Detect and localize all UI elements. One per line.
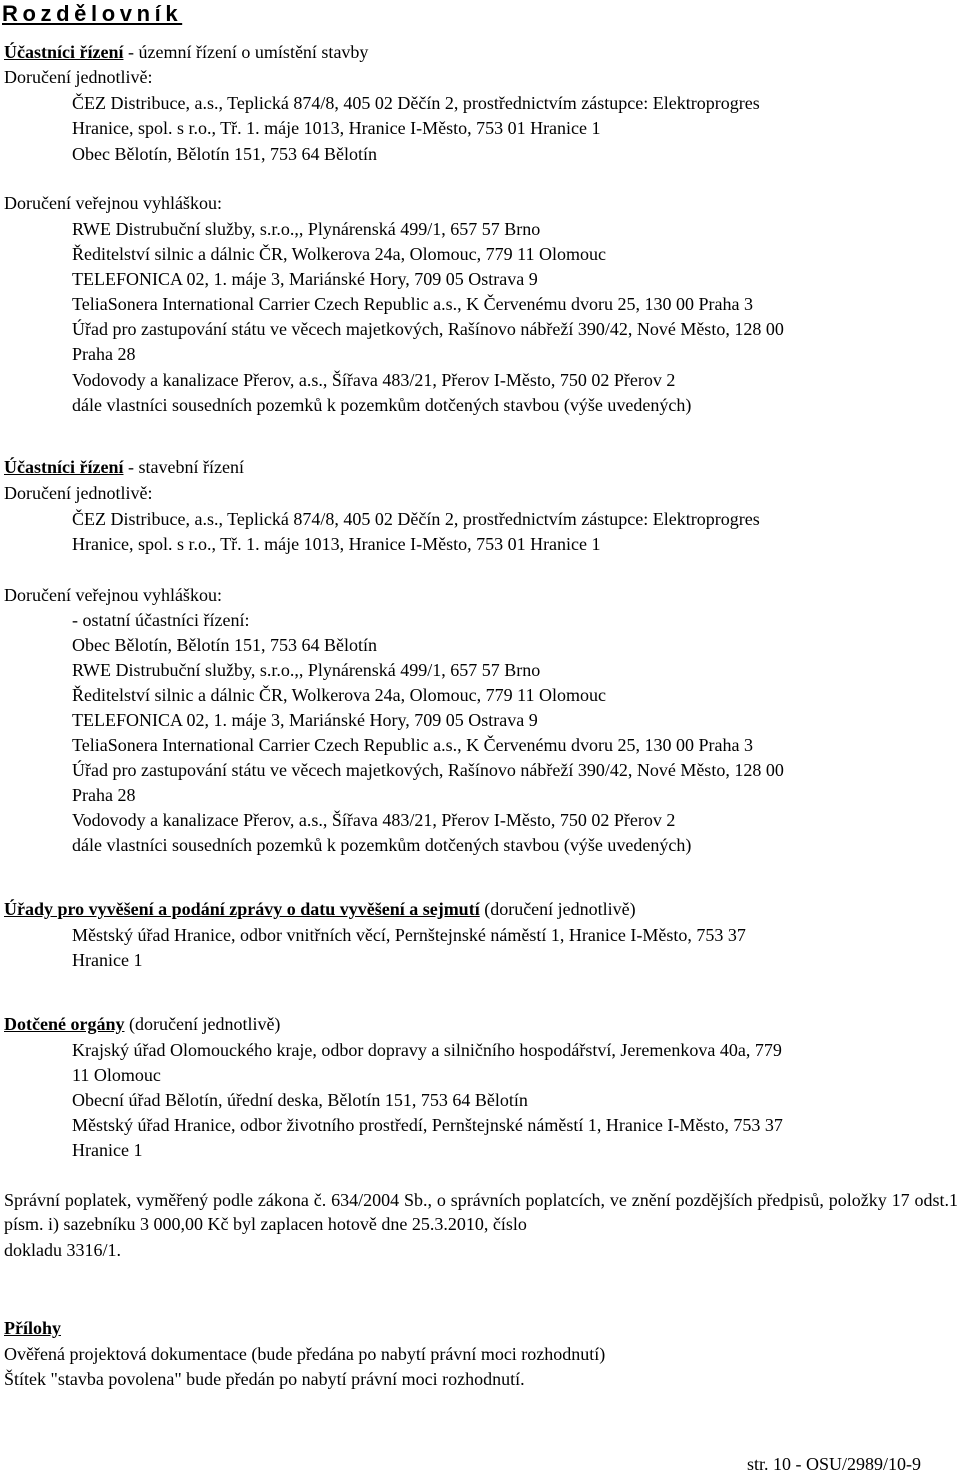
attachment-item: Štítek "stavba povolena" bude předán po nabytí právní moci rozhodnutí. — [4, 1369, 525, 1389]
recipient-line: Městský úřad Hranice, odbor životního prostředí, Pernštejnské náměstí 1, Hranice I-Město, 753 37 — [72, 1115, 783, 1135]
heading-bold: Úřady pro vyvěšení a podání zprávy o datu vyvěšení a sejmutí — [4, 899, 480, 919]
section-heading-urady — [4, 897, 636, 921]
recipient-line: Hranice 1 — [72, 950, 143, 970]
heading-rest: (doručení jednotlivě) — [479, 899, 636, 919]
recipient-line: Hranice, spol. s r.o., Tř. 1. máje 1013, Hranice I-Město, 753 01 Hranice 1 — [72, 534, 601, 554]
delivery-label: Doručení jednotlivě: — [4, 67, 153, 87]
delivery-label: Doručení veřejnou vyhláškou: — [4, 585, 222, 605]
recipient-line: dále vlastníci sousedních pozemků k pozemkům dotčených stavbou (výše uvedených) — [72, 835, 692, 855]
recipient-line: TeliaSonera International Carrier Czech Republic a.s., K Červenému dvoru 25, 130 00 Praha 3 — [72, 294, 754, 314]
section-heading-uzemni-rizeni — [4, 40, 368, 64]
recipient-line: Městský úřad Hranice, odbor vnitřních věcí, Pernštejnské náměstí 1, Hranice I-Město, 753 37 — [72, 925, 746, 945]
heading-bold: Účastníci řízení — [4, 42, 124, 62]
recipient-line: TELEFONICA 02, 1. máje 3, Mariánské Hory, 709 05 Ostrava 9 — [72, 269, 538, 289]
recipient-line: Vodovody a kanalizace Přerov, a.s., Šířava 483/21, Přerov I-Město, 750 02 Přerov 2 — [72, 810, 676, 830]
recipient-line: Praha 28 — [72, 785, 136, 805]
recipient-line: TELEFONICA 02, 1. máje 3, Mariánské Hory, 709 05 Ostrava 9 — [72, 710, 538, 730]
fee-paragraph: Správní poplatek, vyměřený podle zákona č. 634/2004 Sb., o správních poplatcích, ve znění pozdějších předpisů, položky 17 odst.1 písm. i) sazebníku 3 000,00 Kč byl zaplacen hotově dne 25.3.2010, číslo — [4, 1190, 958, 1234]
recipient-line: ČEZ Distribuce, a.s., Teplická 874/8, 405 02 Děčín 2, prostřednictvím zástupce: Elektroprogres — [72, 509, 760, 529]
heading-bold: Dotčené orgány — [4, 1014, 125, 1034]
recipient-line: RWE Distrubuční služby, s.r.o.,, Plynárenská 499/1, 657 57 Brno — [72, 660, 541, 680]
attachment-item: Ověřená projektová dokumentace (bude předána po nabytí právní moci rozhodnutí) — [4, 1344, 606, 1364]
recipient-line: TeliaSonera International Carrier Czech Republic a.s., K Červenému dvoru 25, 130 00 Praha 3 — [72, 735, 754, 755]
recipient-line: Hranice 1 — [72, 1140, 143, 1160]
recipient-line: Ředitelství silnic a dálnic ČR, Wolkerova 24a, Olomouc, 779 11 Olomouc — [72, 685, 606, 705]
recipient-line: Krajský úřad Olomouckého kraje, odbor dopravy a silničního hospodářství, Jeremenkova 40a, 779 — [72, 1040, 782, 1060]
recipient-line: ČEZ Distribuce, a.s., Teplická 874/8, 405 02 Děčín 2, prostřednictvím zástupce: Elektroprogres — [72, 93, 760, 113]
page-footer: str. 10 - OSU/2989/10-9 — [747, 1454, 922, 1474]
heading-rest: - územní řízení o umístění stavby — [123, 42, 369, 62]
section-heading-dotcene-organy — [4, 1012, 280, 1036]
heading-bold: Účastníci řízení — [4, 457, 124, 477]
recipient-line: - ostatní účastníci řízení: — [72, 610, 250, 630]
delivery-label: Doručení jednotlivě: — [4, 483, 153, 503]
heading-rest: (doručení jednotlivě) — [124, 1014, 281, 1034]
recipient-line: Praha 28 — [72, 344, 136, 364]
recipient-line: RWE Distrubuční služby, s.r.o.,, Plynárenská 499/1, 657 57 Brno — [72, 219, 541, 239]
fee-paragraph-end: dokladu 3316/1. — [4, 1240, 121, 1260]
heading-rest: - stavební řízení — [123, 457, 244, 477]
section-heading-stavebni-rizeni — [4, 455, 244, 479]
recipient-line: Úřad pro zastupování státu ve věcech majetkových, Rašínovo nábřeží 390/42, Nové Město, 128 00 — [72, 319, 784, 339]
attachments-heading: Přílohy — [4, 1318, 61, 1338]
recipient-line: Obec Bělotín, Bělotín 151, 753 64 Bělotín — [72, 635, 377, 655]
recipient-line: Obec Bělotín, Bělotín 151, 753 64 Bělotín — [72, 144, 377, 164]
page-title: Rozdělovník — [2, 1, 183, 26]
recipient-line: Úřad pro zastupování státu ve věcech majetkových, Rašínovo nábřeží 390/42, Nové Město, 128 00 — [72, 760, 784, 780]
recipient-line: Obecní úřad Bělotín, úřední deska, Bělotín 151, 753 64 Bělotín — [72, 1090, 528, 1110]
recipient-line: 11 Olomouc — [72, 1065, 161, 1085]
recipient-line: dále vlastníci sousedních pozemků k pozemkům dotčených stavbou (výše uvedených) — [72, 395, 692, 415]
recipient-line: Ředitelství silnic a dálnic ČR, Wolkerova 24a, Olomouc, 779 11 Olomouc — [72, 244, 606, 264]
recipient-line: Vodovody a kanalizace Přerov, a.s., Šířava 483/21, Přerov I-Město, 750 02 Přerov 2 — [72, 370, 676, 390]
recipient-line: Hranice, spol. s r.o., Tř. 1. máje 1013, Hranice I-Město, 753 01 Hranice 1 — [72, 118, 601, 138]
delivery-label: Doručení veřejnou vyhláškou: — [4, 193, 222, 213]
